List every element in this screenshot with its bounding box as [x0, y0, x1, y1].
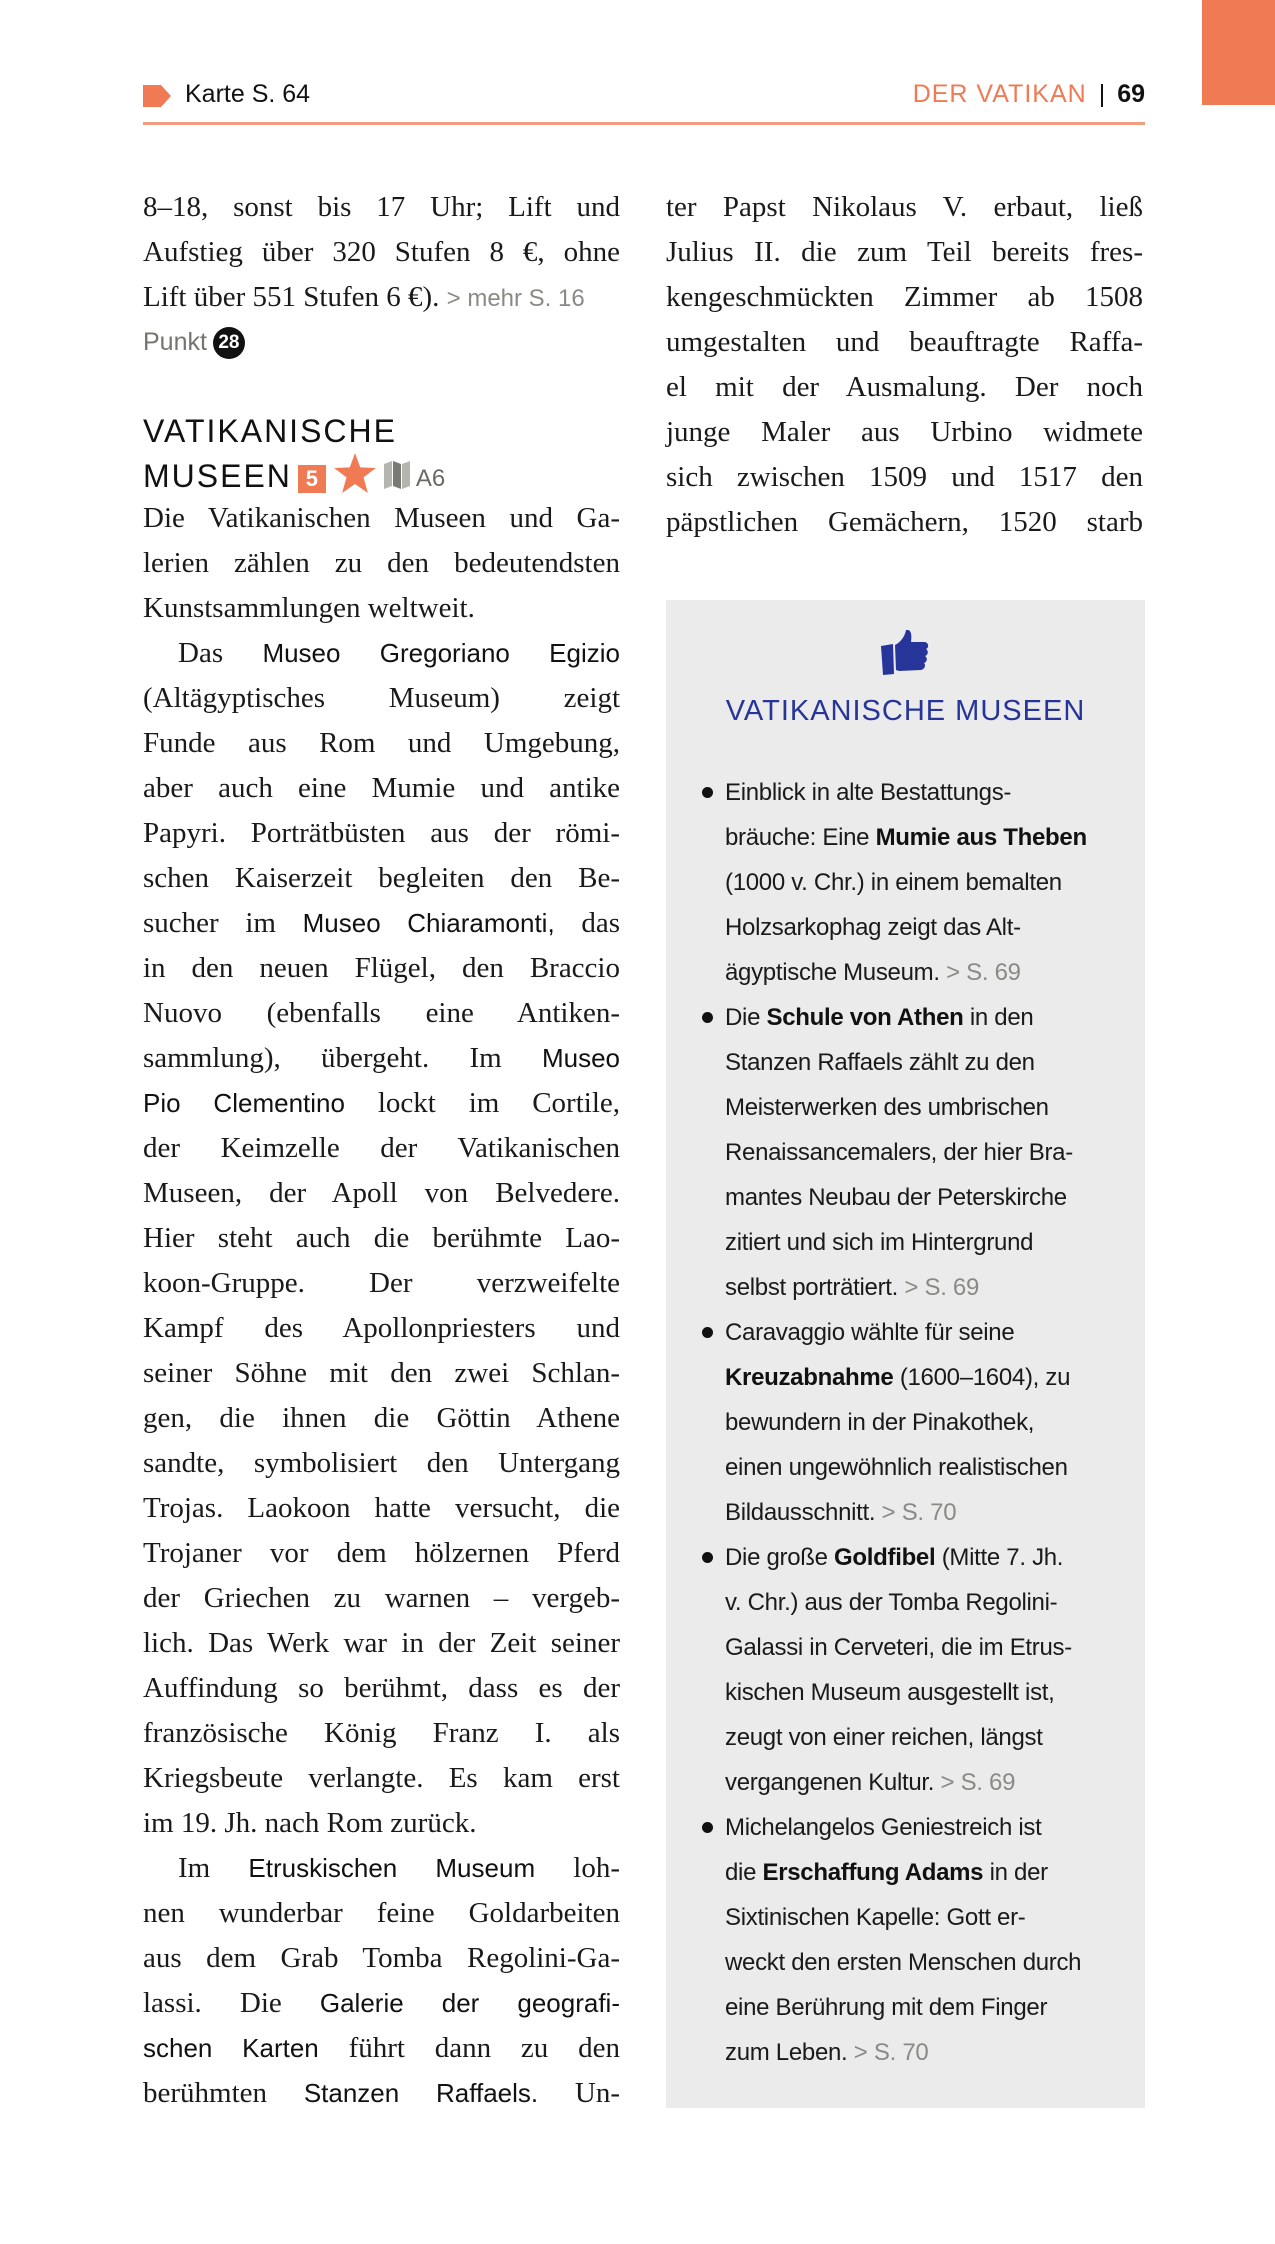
emphasized-name: Museo Chiaramonti, [302, 908, 555, 938]
text-segment: koon-Gruppe. Der verzweifelte [143, 1267, 620, 1299]
text-segment: nen wunderbar feine Goldarbeiten [143, 1897, 620, 1929]
text-segment: v. Chr.) aus der Tomba Regolini- [725, 1589, 1058, 1616]
text-segment: seiner Söhne mit den zwei Schlan- [143, 1357, 620, 1389]
text-segment: Julius II. die zum Teil bereits fres- [666, 236, 1143, 268]
text-segment: kischen Museum ausgestellt ist, [725, 1679, 1055, 1706]
text-segment: (Mitte 7. Jh. [935, 1544, 1064, 1571]
rank-badge: 5 [298, 465, 326, 493]
text-line [666, 500, 1143, 545]
text-line [702, 1175, 1142, 1220]
text-segment: zitiert und sich im Hintergrund [725, 1229, 1034, 1256]
page-reference-link[interactable]: > S. 69 [946, 959, 1021, 986]
text-line [143, 1306, 620, 1351]
page-reference-link[interactable]: > S. 70 [853, 2039, 929, 2066]
text-segment: (Altägyptisches Museum) zeigt [143, 682, 620, 714]
text-line [143, 1261, 620, 1306]
text-segment: der Keimzelle der Vatikanischen [143, 1132, 620, 1164]
text-segment: aus dem Grab Tomba Regolini-Ga- [143, 1942, 620, 1974]
separator: | [1098, 80, 1106, 108]
text-line [702, 770, 1142, 815]
text-segment: Museen, der Apoll von Belvedere. [143, 1177, 620, 1209]
text-line [702, 815, 1142, 860]
text-line [143, 1486, 620, 1531]
text-line [666, 185, 1143, 230]
punkt-label: Punkt [143, 328, 207, 356]
text-segment: Renaissancemalers, der hier Bra- [725, 1139, 1073, 1166]
text-line [143, 1171, 620, 1216]
text-segment: sandte, symbolisiert den Untergang [143, 1447, 620, 1479]
text-segment: Im [178, 1852, 249, 1884]
text-segment: lassi. Die [143, 1987, 320, 2019]
text-segment: lich. Das Werk war in der Zeit seiner [143, 1627, 620, 1659]
text-segment: umgestalten und beauftragte Raffa- [666, 326, 1143, 358]
text-segment: ägyptische Museum. [725, 959, 947, 986]
intro-text [143, 185, 620, 320]
text-segment: junge Maler aus Urbino widmete [666, 416, 1143, 448]
text-line [702, 1085, 1142, 1130]
text-segment: aber auch eine Mumie und antike [143, 772, 620, 804]
text-line [143, 1801, 620, 1846]
text-line [702, 1400, 1142, 1445]
text-segment: lockt im Cortile, [344, 1087, 620, 1119]
text-line [702, 1130, 1142, 1175]
emphasized-name: Galerie der geografi- [319, 1988, 620, 2018]
emphasized-name: Museo [541, 1043, 620, 1073]
text-line [143, 1981, 620, 2026]
text-line [143, 2071, 620, 2116]
text-segment: zum Leben. [725, 2039, 854, 2066]
punkt-badge: 28 [213, 327, 245, 359]
text-segment: el mit der Ausmalung. Der noch [666, 371, 1143, 403]
text-line [666, 320, 1143, 365]
text-line [143, 1396, 620, 1441]
text-segment: Galassi in Cerveteri, die im Etrus- [725, 1634, 1072, 1661]
text-line [702, 1355, 1142, 1400]
text-line [143, 946, 620, 991]
text-segment: Trojaner vor dem hölzernen Pferd [143, 1537, 620, 1569]
text-line [143, 811, 620, 856]
text-line [702, 2030, 1142, 2075]
text-segment: Caravaggio wählte für seine [725, 1319, 1015, 1346]
text-segment: sammlung), übergeht. Im [143, 1042, 542, 1074]
bullet-icon [702, 1552, 713, 1563]
text-segment: (1600–1604), zu [893, 1364, 1071, 1391]
text-line [702, 1220, 1142, 1265]
text-line [702, 1985, 1142, 2030]
emphasized-name: Schule von Athen [766, 1004, 964, 1031]
text-segment: Trojas. Laokoon hatte versucht, die [143, 1492, 620, 1524]
right-body-text [666, 185, 1143, 545]
text-segment: vergangenen Kultur. [725, 1769, 941, 1796]
highlight-box [666, 600, 1145, 2108]
text-line [702, 950, 1142, 995]
text-line [143, 1846, 620, 1891]
text-segment: Kampf des Apollonpriesters und [143, 1312, 620, 1344]
text-line [702, 1895, 1142, 1940]
text-segment: ter Papst Nikolaus V. erbaut, ließ [666, 191, 1143, 223]
punkt-reference [143, 320, 620, 365]
text-segment: eine Berührung mit dem Finger [725, 1994, 1048, 2021]
text-segment: Un- [538, 2077, 621, 2109]
text-segment: gen, die ihnen die Göttin Athene [143, 1402, 620, 1434]
text-line [702, 1625, 1142, 1670]
highlight-item [702, 1535, 1142, 1805]
text-segment: (1000 v. Chr.) in einem bemalten [725, 869, 1062, 896]
text-line [143, 1891, 620, 1936]
text-line [702, 1445, 1142, 1490]
text-line [666, 410, 1143, 455]
text-line [702, 1535, 1142, 1580]
text-line [143, 1036, 620, 1081]
text-line [143, 1576, 620, 1621]
text-segment: Michelangelos Geniestreich ist [725, 1814, 1042, 1841]
page-number: 69 [1117, 80, 1145, 108]
highlight-list [702, 770, 1142, 2075]
text-line [666, 275, 1143, 320]
text-segment: 8–18, sonst bis 17 Uhr; Lift und [143, 191, 620, 223]
text-segment: loh- [535, 1852, 621, 1884]
text-segment: Funde aus Rom und Umgebung, [143, 727, 620, 759]
highlight-item [702, 1310, 1142, 1535]
page-reference-link[interactable]: > mehr S. 16 [446, 285, 585, 312]
section-title: DER VATIKAN [912, 80, 1087, 108]
text-segment: Holzsarkophag zeigt das Alt- [725, 914, 1021, 941]
text-segment: päpstlichen Gemächern, 1520 starb [666, 506, 1143, 538]
page-header [143, 76, 1145, 116]
text-segment: im 19. Jh. nach Rom zurück. [143, 1807, 477, 1839]
text-segment: schen Kaiserzeit begleiten den Be- [143, 862, 620, 894]
text-line [143, 1441, 620, 1486]
text-line [702, 1490, 1142, 1535]
text-line [702, 1310, 1142, 1355]
text-line [143, 766, 620, 811]
bullet-icon [702, 1327, 713, 1338]
text-line [143, 1666, 620, 1711]
text-line [143, 1531, 620, 1576]
text-segment: führt dann zu den [318, 2032, 620, 2064]
text-line [702, 1850, 1142, 1895]
text-line [143, 185, 620, 230]
text-segment: Hier steht auch die berühmte Lao- [143, 1222, 620, 1254]
text-line [143, 676, 620, 721]
text-line [143, 230, 620, 275]
text-line [702, 1805, 1142, 1850]
emphasized-name: Kreuzabnahme [725, 1364, 894, 1391]
left-body-text [143, 496, 620, 2116]
emphasized-name: Pio Clementino [143, 1088, 345, 1118]
text-segment: Meisterwerken des umbrischen [725, 1094, 1049, 1121]
text-segment: Sixtinischen Kapelle: Gott er- [725, 1904, 1026, 1931]
text-line [702, 1580, 1142, 1625]
text-segment: das [554, 907, 620, 939]
text-segment: Kriegsbeute verlangte. Es kam erst [143, 1762, 620, 1794]
entry-title-text: MUSEEN [143, 457, 292, 494]
text-segment: Papyri. Porträtbüsten aus der römi- [143, 817, 620, 849]
text-line [143, 991, 620, 1036]
emphasized-name: Etruskischen Museum [248, 1853, 536, 1883]
text-segment: Lift über 551 Stufen 6 €). [143, 281, 447, 313]
text-segment: der Griechen zu warnen – vergeb- [143, 1582, 620, 1614]
text-segment: berühmten [143, 2077, 304, 2109]
text-line [143, 1351, 620, 1396]
text-line [143, 901, 620, 946]
running-head [913, 80, 1145, 109]
highlight-item [702, 995, 1142, 1310]
text-segment: Nuovo (ebenfalls eine Antiken- [143, 997, 620, 1029]
emphasized-name: Museo Gregoriano Egizio [262, 638, 620, 668]
text-segment: Stanzen Raffaels zählt zu den [725, 1049, 1035, 1076]
text-segment: bräuche: Eine [725, 824, 876, 851]
bullet-icon [702, 787, 713, 798]
text-segment: Das [178, 637, 263, 669]
text-line [143, 541, 620, 586]
bullet-icon [702, 1012, 713, 1023]
page-reference-link[interactable]: > S. 69 [904, 1274, 980, 1301]
text-segment: in den [963, 1004, 1034, 1031]
map-grid-reference: A6 [415, 465, 446, 492]
page-reference-link[interactable]: > S. 69 [940, 1769, 1016, 1796]
text-segment: kengeschmückten Zimmer ab 1508 [666, 281, 1143, 313]
text-segment: lerien zählen zu den bedeutendsten [143, 547, 620, 579]
text-line [143, 1711, 620, 1756]
chapter-tab [1202, 0, 1275, 105]
text-segment: sucher im [143, 907, 303, 939]
text-line [702, 1760, 1142, 1805]
text-segment: Aufstieg über 320 Stufen 8 €, ohne [143, 236, 620, 268]
thumbs-up-icon [881, 630, 929, 681]
text-segment: bewundern in der Pinakothek, [725, 1409, 1035, 1436]
text-line [143, 1081, 620, 1126]
page-reference-link[interactable]: > S. 70 [881, 1499, 957, 1526]
text-line [143, 2026, 620, 2071]
text-line [702, 1670, 1142, 1715]
entry-title-line2 [143, 453, 620, 496]
text-line [143, 721, 620, 766]
text-line [143, 1756, 620, 1801]
text-line [702, 995, 1142, 1040]
text-line [143, 631, 620, 676]
text-line [143, 1936, 620, 1981]
text-segment: Die [725, 1004, 767, 1031]
emphasized-name: Stanzen Raffaels. [303, 2078, 539, 2108]
text-segment: Die Vatikanischen Museen und Ga- [143, 502, 620, 534]
text-segment: die [725, 1859, 763, 1886]
text-line [143, 275, 620, 320]
header-rule [143, 122, 1145, 125]
text-line [143, 496, 620, 541]
text-line [702, 905, 1142, 950]
text-line [666, 455, 1143, 500]
text-segment: Einblick in alte Bestattungs- [725, 779, 1012, 806]
map-icon [384, 457, 410, 500]
text-segment: in den neuen Flügel, den Braccio [143, 952, 620, 984]
box-title: VATIKANISCHE MUSEEN [725, 695, 1086, 727]
text-line [143, 1216, 620, 1261]
text-segment: Auffindung so berühmt, dass es der [143, 1672, 620, 1704]
text-segment: einen ungewöhnlich realistischen [725, 1454, 1068, 1481]
text-line [143, 856, 620, 901]
right-column [666, 185, 1143, 545]
highlight-item [702, 770, 1142, 995]
text-segment: zeugt von einer reichen, längst [725, 1724, 1043, 1751]
text-line [666, 365, 1143, 410]
bullet-icon [702, 1822, 713, 1833]
text-line [666, 230, 1143, 275]
text-segment: selbst porträtiert. [725, 1274, 905, 1301]
emphasized-name: Goldfibel [834, 1544, 936, 1571]
text-line [143, 1126, 620, 1171]
text-line [702, 1715, 1142, 1760]
text-line [702, 1040, 1142, 1085]
emphasized-name: Erschaffung Adams [762, 1859, 984, 1886]
text-line [702, 1940, 1142, 1985]
left-column [143, 185, 620, 2116]
text-segment: Bildausschnitt. [725, 1499, 882, 1526]
entry-title-line1: VATIKANISCHE [143, 413, 397, 449]
text-line [143, 1621, 620, 1666]
text-segment: sich zwischen 1509 und 1517 den [666, 461, 1143, 493]
text-segment: Die große [725, 1544, 835, 1571]
map-reference-link[interactable]: Karte S. 64 [185, 80, 311, 108]
text-line [143, 586, 620, 631]
text-segment: weckt den ersten Menschen durch [725, 1949, 1082, 1976]
text-segment: mantes Neubau der Peterskirche [725, 1184, 1067, 1211]
text-line [702, 860, 1142, 905]
highlight-item [702, 1805, 1142, 2075]
emphasized-name: schen Karten [143, 2033, 319, 2063]
text-segment: Kunstsammlungen weltweit. [143, 592, 475, 624]
text-line [702, 1265, 1142, 1310]
emphasized-name: Mumie aus Theben [875, 824, 1087, 851]
text-segment: in der [983, 1859, 1048, 1886]
text-segment: französische König Franz I. als [143, 1717, 620, 1749]
